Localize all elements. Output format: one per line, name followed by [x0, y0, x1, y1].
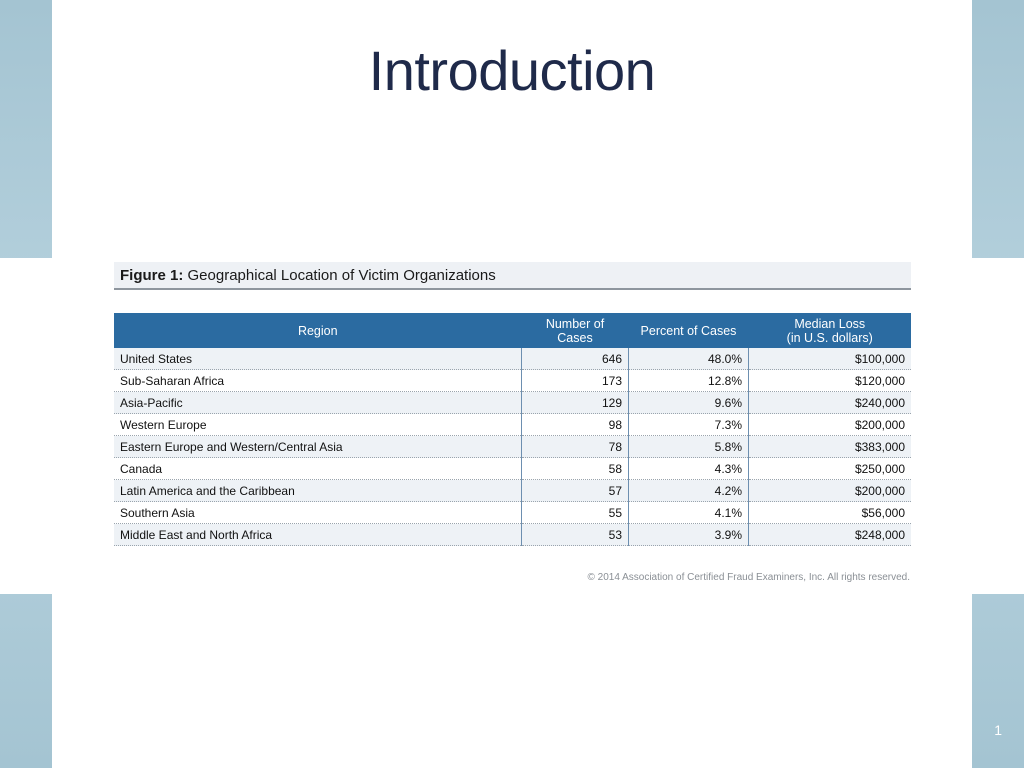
cell-region: Latin America and the Caribbean [114, 480, 522, 502]
cell-percent: 12.8% [629, 370, 749, 392]
header-number-of-cases: Number of Cases [522, 313, 629, 348]
cell-region: Canada [114, 458, 522, 480]
cell-percent: 4.1% [629, 502, 749, 524]
cell-median-loss: $100,000 [749, 348, 912, 370]
table-row [114, 370, 911, 392]
cell-median-loss: $56,000 [749, 502, 912, 524]
table-row [114, 458, 911, 480]
cell-cases: 53 [522, 524, 629, 546]
table-row [114, 502, 911, 524]
cell-percent: 4.2% [629, 480, 749, 502]
cell-percent: 7.3% [629, 414, 749, 436]
figure-caption-label: Figure 1: [120, 267, 184, 284]
figure-caption-text: Geographical Location of Victim Organizations [187, 267, 496, 284]
figure-caption [114, 262, 911, 290]
cell-cases: 58 [522, 458, 629, 480]
slide-title: Introduction [368, 39, 656, 102]
copyright-notice: © 2014 Association of Certified Fraud Examiners, Inc. All rights reserved. [587, 572, 910, 583]
cell-region: Asia-Pacific [114, 392, 522, 414]
table-row [114, 524, 911, 546]
cell-percent: 48.0% [629, 348, 749, 370]
table-header-row [114, 313, 911, 348]
cell-region: United States [114, 348, 522, 370]
cell-median-loss: $248,000 [749, 524, 912, 546]
cell-cases: 129 [522, 392, 629, 414]
table-row [114, 436, 911, 458]
cell-cases: 78 [522, 436, 629, 458]
cell-median-loss: $200,000 [749, 480, 912, 502]
cell-cases: 646 [522, 348, 629, 370]
victim-organizations-table [114, 313, 911, 546]
cell-cases: 57 [522, 480, 629, 502]
cell-median-loss: $250,000 [749, 458, 912, 480]
cell-region: Sub-Saharan Africa [114, 370, 522, 392]
cell-region: Southern Asia [114, 502, 522, 524]
cell-median-loss: $120,000 [749, 370, 912, 392]
header-median-loss [749, 313, 912, 348]
cell-cases: 55 [522, 502, 629, 524]
cell-median-loss: $383,000 [749, 436, 912, 458]
cell-percent: 4.3% [629, 458, 749, 480]
cell-percent: 9.6% [629, 392, 749, 414]
cell-region: Western Europe [114, 414, 522, 436]
header-region: Region [114, 313, 522, 348]
slide-number: 1 [994, 722, 1002, 738]
cell-region: Middle East and North Africa [114, 524, 522, 546]
cell-percent: 5.8% [629, 436, 749, 458]
cell-region: Eastern Europe and Western/Central Asia [114, 436, 522, 458]
table-row [114, 348, 911, 370]
cell-cases: 173 [522, 370, 629, 392]
cell-cases: 98 [522, 414, 629, 436]
table-row [114, 480, 911, 502]
header-median-loss-line2: (in U.S. dollars) [786, 330, 873, 345]
header-median-loss-line1: Median Loss [794, 316, 866, 331]
cell-percent: 3.9% [629, 524, 749, 546]
cell-median-loss: $200,000 [749, 414, 912, 436]
table-row [114, 414, 911, 436]
cell-median-loss: $240,000 [749, 392, 912, 414]
table-row [114, 392, 911, 414]
header-percent-of-cases: Percent of Cases [629, 313, 749, 348]
